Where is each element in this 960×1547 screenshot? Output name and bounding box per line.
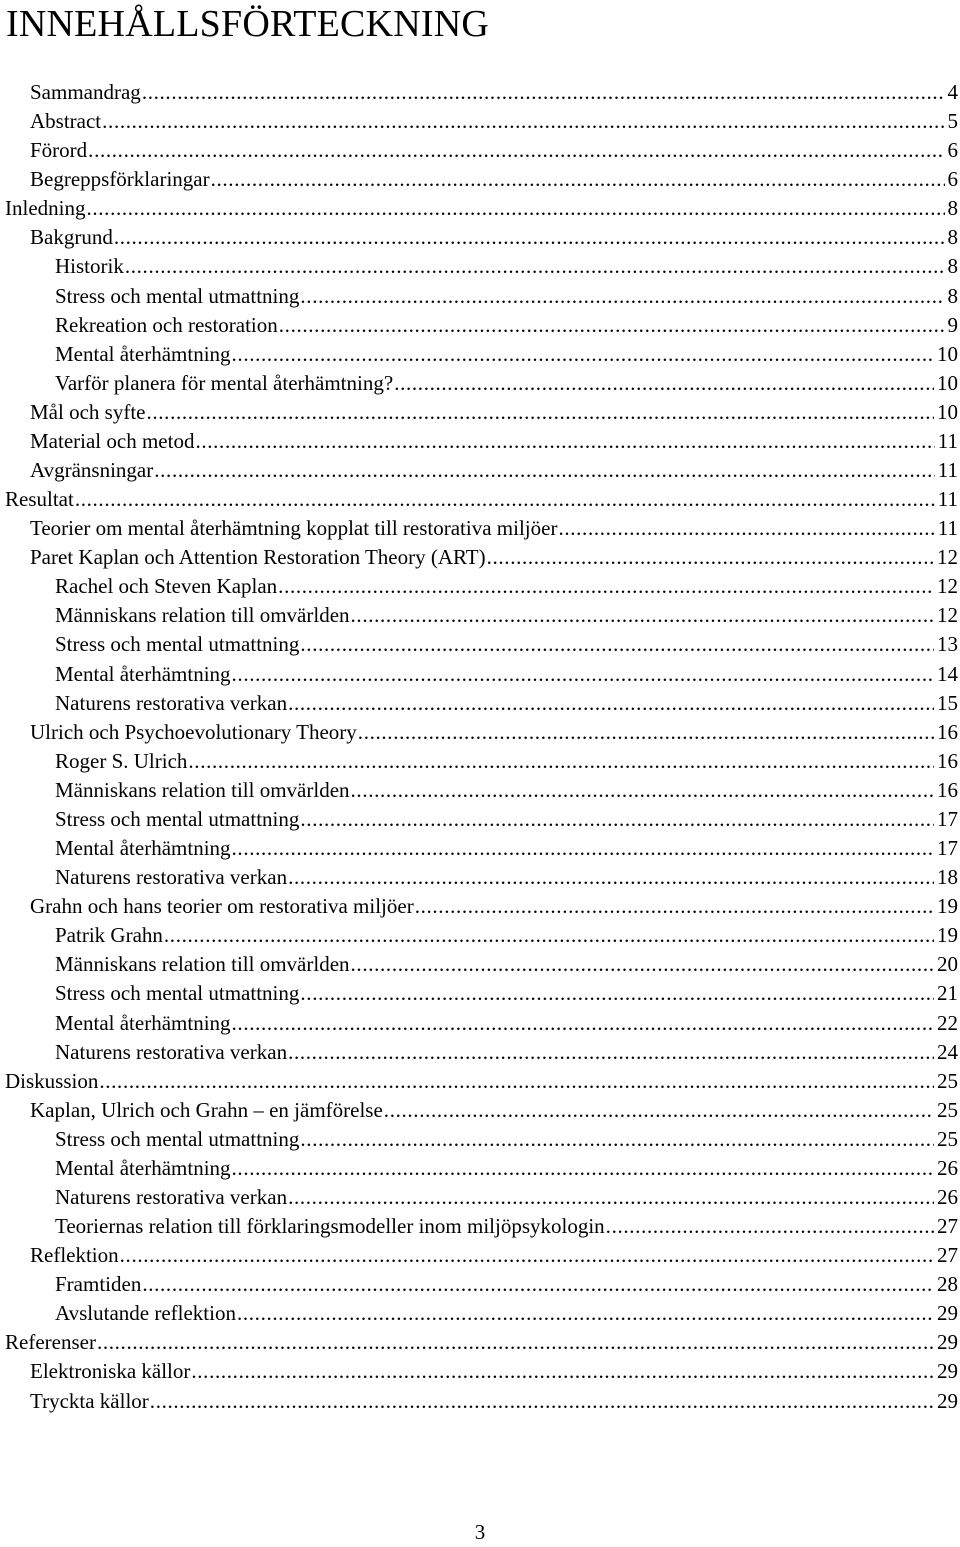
toc-entry[interactable] (0, 1241, 960, 1270)
toc-entry-page-number: 11 (937, 516, 958, 541)
toc-entry-page-number: 5 (947, 109, 958, 134)
toc-entry-title: Stress och mental utmattning (55, 283, 300, 308)
toc-entry[interactable] (0, 1125, 960, 1154)
toc-entry-page-number: 8 (947, 225, 958, 250)
toc-entry-title: Teorier om mental återhämtning kopplat till restorativa miljöer (30, 516, 558, 541)
dot-leader (558, 514, 934, 543)
toc-entry[interactable] (0, 223, 960, 252)
dot-leader (278, 572, 934, 601)
toc-entry-page-number: 26 (937, 1184, 958, 1209)
toc-entry-page-number: 26 (937, 1155, 958, 1180)
toc-entry[interactable] (0, 136, 960, 165)
dot-leader (211, 165, 945, 194)
toc-entry[interactable] (0, 165, 960, 194)
toc-entry-page-number: 27 (937, 1243, 958, 1268)
toc-entry[interactable] (0, 107, 960, 136)
dot-leader (191, 1357, 934, 1386)
dot-leader (232, 1154, 934, 1183)
toc-entry[interactable] (0, 427, 960, 456)
dot-leader (154, 456, 935, 485)
toc-entry-title: Människans relation till omvärlden (55, 603, 350, 628)
dot-leader (279, 311, 945, 340)
dot-leader (99, 1067, 934, 1096)
toc-entry[interactable] (0, 689, 960, 718)
toc-entry-title: Tryckta källor (30, 1388, 149, 1413)
toc-entry-title: Framtiden (55, 1272, 142, 1297)
toc-entry[interactable] (0, 863, 960, 892)
toc-entry-title: Mental återhämtning (55, 1155, 231, 1180)
toc-entry[interactable] (0, 572, 960, 601)
toc-entry[interactable] (0, 630, 960, 659)
toc-entry-page-number: 8 (947, 196, 958, 221)
toc-entry-title: Avgränsningar (30, 458, 154, 483)
toc-entry[interactable] (0, 1183, 960, 1212)
toc-entry[interactable] (0, 601, 960, 630)
toc-entry[interactable] (0, 1038, 960, 1067)
toc-entry[interactable] (0, 543, 960, 572)
toc-entry-page-number: 12 (937, 603, 958, 628)
dot-leader (288, 689, 934, 718)
toc-entry-page-number: 24 (937, 1039, 958, 1064)
dot-leader (300, 805, 934, 834)
dot-leader (102, 107, 944, 136)
toc-entry-page-number: 11 (937, 487, 958, 512)
toc-entry-title: Material och metod (30, 428, 195, 453)
dot-leader (164, 921, 934, 950)
dot-leader (288, 1038, 934, 1067)
toc-entry-page-number: 16 (937, 748, 958, 773)
toc-entry-page-number: 29 (937, 1388, 958, 1413)
toc-entry[interactable] (0, 1357, 960, 1386)
toc-entry-page-number: 11 (937, 458, 958, 483)
toc-entry-page-number: 8 (947, 283, 958, 308)
toc-entry-title: Kaplan, Ulrich och Grahn – en jämförelse (30, 1097, 383, 1122)
toc-entry[interactable] (0, 1212, 960, 1241)
toc-entry-page-number: 18 (937, 865, 958, 890)
toc-entry-page-number: 19 (937, 894, 958, 919)
toc-entry[interactable] (0, 834, 960, 863)
toc-entry-page-number: 9 (947, 312, 958, 337)
toc-entry-title: Reflektion (30, 1243, 119, 1268)
toc-entry-page-number: 10 (937, 341, 958, 366)
toc-entry-title: Stress och mental utmattning (55, 1126, 300, 1151)
toc-entry[interactable] (0, 776, 960, 805)
dot-leader (300, 630, 934, 659)
dot-leader (358, 718, 934, 747)
toc-entry-page-number: 4 (947, 80, 958, 104)
toc-entry[interactable] (0, 252, 960, 281)
toc-entry-title: Grahn och hans teorier om restorativa miljöer (30, 894, 414, 919)
dot-leader (487, 543, 934, 572)
toc-entry[interactable] (0, 1299, 960, 1328)
toc-entry-title: Teoriernas relation till förklaringsmodeller inom miljöpsykologin (55, 1214, 605, 1239)
dot-leader (237, 1299, 934, 1328)
toc-entry-page-number: 29 (937, 1359, 958, 1384)
toc-entry-title: Elektroniska källor (30, 1359, 191, 1384)
dot-leader (606, 1212, 934, 1241)
toc-entry-title: Sammandrag (30, 80, 141, 104)
toc-entry-page-number: 10 (937, 370, 958, 395)
toc-entry-title: Paret Kaplan och Attention Restoration Theory (ART) (30, 545, 486, 570)
dot-leader (86, 194, 944, 223)
toc-entry[interactable] (0, 1328, 960, 1357)
dot-leader (288, 1183, 934, 1212)
dot-leader (125, 252, 945, 281)
dot-leader (114, 223, 945, 252)
toc-entry[interactable] (0, 398, 960, 427)
page-number: 3 (474, 1520, 486, 1544)
toc-entry-page-number: 29 (937, 1330, 958, 1355)
toc-entry[interactable] (0, 514, 960, 543)
toc-entry[interactable] (0, 805, 960, 834)
dot-leader (351, 601, 934, 630)
toc-entry[interactable] (0, 1387, 960, 1416)
toc-entry-page-number: 10 (937, 399, 958, 424)
toc-entry-title: Mental återhämtning (55, 836, 231, 861)
toc-entry[interactable] (0, 1270, 960, 1299)
toc-entry-page-number: 27 (937, 1214, 958, 1239)
dot-leader (351, 776, 934, 805)
toc-entry-title: Människans relation till omvärlden (55, 777, 350, 802)
toc-entry[interactable] (0, 194, 960, 223)
toc-entry-title: Avslutande reflektion (55, 1301, 236, 1326)
toc-entry-title: Bakgrund (30, 225, 113, 250)
toc-entry-title: Varför planera för mental återhämtning? (55, 370, 394, 395)
toc-entry-title: Roger S. Ulrich (55, 748, 188, 773)
toc-entry[interactable] (0, 369, 960, 398)
dot-leader (232, 340, 934, 369)
toc-entry-page-number: 16 (937, 719, 958, 744)
toc-entry-title: Diskussion (5, 1068, 99, 1093)
toc-entry-page-number: 16 (937, 777, 958, 802)
toc-entry-page-number: 28 (937, 1272, 958, 1297)
toc-entry-title: Resultat (5, 487, 74, 512)
dot-leader (150, 1387, 934, 1416)
toc-entry-title: Inledning (5, 196, 86, 221)
toc-entry-title: Människans relation till omvärlden (55, 952, 350, 977)
toc-entry-page-number: 21 (937, 981, 958, 1006)
toc-entry-page-number: 29 (937, 1301, 958, 1326)
dot-leader (146, 398, 934, 427)
toc-entry[interactable] (0, 78, 960, 107)
toc-entry-title: Patrik Grahn (55, 923, 163, 948)
toc-entry-title: Stress och mental utmattning (55, 981, 300, 1006)
toc-entry-page-number: 14 (937, 661, 958, 686)
dot-leader (75, 485, 935, 514)
dot-leader (300, 282, 944, 311)
toc-entry-page-number: 11 (937, 428, 958, 453)
toc-entry-page-number: 17 (937, 836, 958, 861)
toc-entry-title: Naturens restorativa verkan (55, 1039, 288, 1064)
toc-entry[interactable] (0, 311, 960, 340)
toc-entry-title: Rekreation och restoration (55, 312, 278, 337)
toc-entry-page-number: 25 (937, 1126, 958, 1151)
toc-entry[interactable] (0, 485, 960, 514)
toc-entry-page-number: 22 (937, 1010, 958, 1035)
table-of-contents (0, 78, 960, 1416)
dot-leader (351, 950, 934, 979)
dot-leader (195, 427, 934, 456)
toc-entry-title: Stress och mental utmattning (55, 806, 300, 831)
toc-entry-title: Mental återhämtning (55, 661, 231, 686)
toc-entry-page-number: 6 (947, 138, 958, 163)
dot-leader (232, 834, 934, 863)
toc-entry[interactable] (0, 1067, 960, 1096)
toc-entry[interactable] (0, 1009, 960, 1038)
toc-entry-title: Referenser (5, 1330, 96, 1355)
toc-entry[interactable] (0, 892, 960, 921)
dot-leader (394, 369, 934, 398)
toc-entry[interactable] (0, 340, 960, 369)
toc-entry[interactable] (0, 950, 960, 979)
toc-entry[interactable] (0, 456, 960, 485)
toc-entry-title: Begreppsförklaringar (30, 167, 210, 192)
toc-entry-page-number: 20 (937, 952, 958, 977)
dot-leader (300, 1125, 934, 1154)
toc-entry-title: Ulrich och Psychoevolutionary Theory (30, 719, 357, 744)
toc-entry[interactable] (0, 979, 960, 1008)
toc-entry[interactable] (0, 921, 960, 950)
dot-leader (97, 1328, 934, 1357)
toc-entry-page-number: 15 (937, 690, 958, 715)
toc-entry-title: Mental återhämtning (55, 1010, 231, 1035)
dot-leader (300, 979, 934, 1008)
toc-entry-page-number: 17 (937, 806, 958, 831)
toc-entry-title: Abstract (30, 109, 102, 134)
toc-entry[interactable] (0, 1154, 960, 1183)
toc-entry-title: Historik (55, 254, 124, 279)
toc-entry-page-number: 25 (937, 1068, 958, 1093)
dot-leader (142, 78, 945, 107)
dot-leader (415, 892, 934, 921)
toc-entry-title: Naturens restorativa verkan (55, 865, 288, 890)
toc-entry-page-number: 12 (937, 574, 958, 599)
toc-entry-title: Mål och syfte (30, 399, 146, 424)
dot-leader (188, 747, 934, 776)
toc-entry-page-number: 8 (947, 254, 958, 279)
toc-entry-title: Naturens restorativa verkan (55, 690, 288, 715)
dot-leader (288, 863, 934, 892)
toc-entry[interactable] (0, 660, 960, 689)
dot-leader (142, 1270, 934, 1299)
toc-entry-title: Förord (30, 138, 88, 163)
toc-entry-title: Rachel och Steven Kaplan (55, 574, 278, 599)
toc-entry-page-number: 19 (937, 923, 958, 948)
dot-leader (232, 1009, 934, 1038)
dot-leader (232, 660, 934, 689)
page-title: INNEHÅLLSFÖRTECKNING (6, 3, 490, 45)
toc-entry-title: Mental återhämtning (55, 341, 231, 366)
toc-entry-page-number: 12 (937, 545, 958, 570)
toc-entry[interactable] (0, 747, 960, 776)
toc-entry-title: Stress och mental utmattning (55, 632, 300, 657)
toc-entry-page-number: 6 (947, 167, 958, 192)
toc-entry[interactable] (0, 1096, 960, 1125)
toc-entry-page-number: 25 (937, 1097, 958, 1122)
toc-entry[interactable] (0, 718, 960, 747)
dot-leader (120, 1241, 934, 1270)
dot-leader (384, 1096, 934, 1125)
toc-entry-title: Naturens restorativa verkan (55, 1184, 288, 1209)
toc-entry[interactable] (0, 282, 960, 311)
dot-leader (88, 136, 944, 165)
toc-entry-page-number: 13 (937, 632, 958, 657)
